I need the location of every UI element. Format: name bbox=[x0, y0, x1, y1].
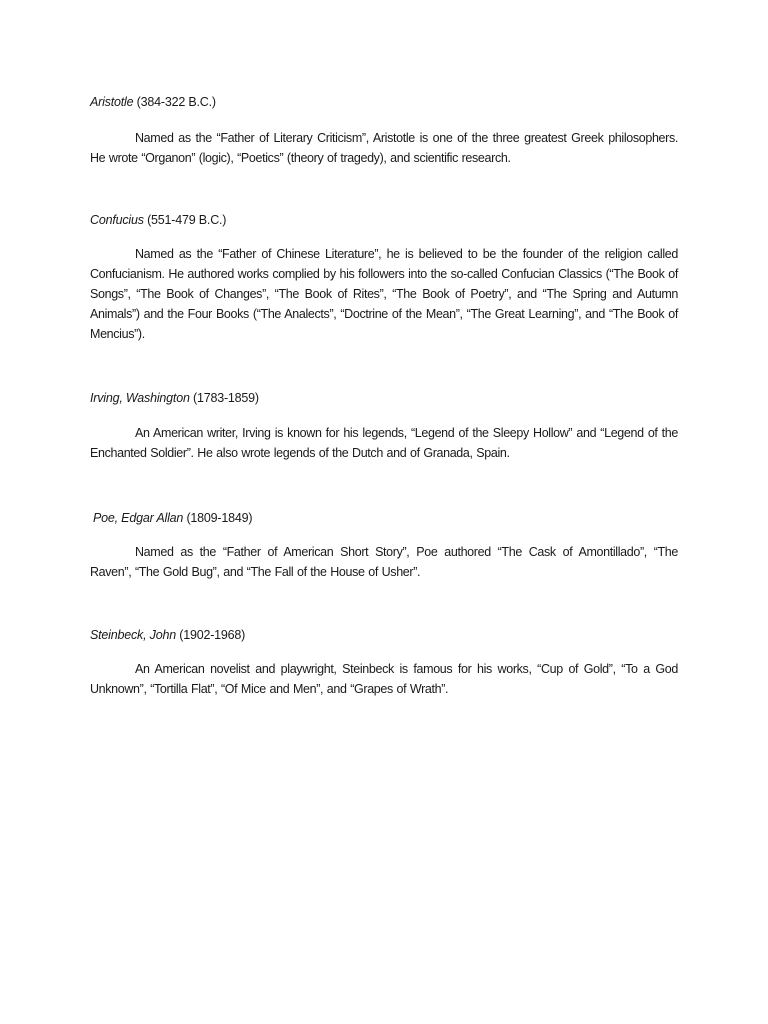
author-dates: (384-322 B.C.) bbox=[136, 95, 216, 109]
author-dates: (1783-1859) bbox=[192, 391, 259, 405]
entry-text: An American novelist and playwright, Steinbeck is famous for his works, “Cup of Gold”, “To a God Unknown”, “Tortilla Flat”, “Of Mice and Men”, and “Grapes of Wrath”. bbox=[90, 662, 678, 696]
author-name: Steinbeck, John bbox=[90, 628, 176, 642]
entry-text: Named as the “Father of American Short Story”, Poe authored “The Cask of Amontillado”, “The Raven”, “The Gold Bug”, and “The Fall of the House of Usher”. bbox=[90, 545, 678, 579]
entry-text: Named as the “Father of Chinese Literature”, he is believed to be the founder of the religion called Confucianism. He authored works complied by his followers into the so-called Confucian Classics (“The Book of Songs”, “The Book of Changes”, “The Book of Rites”, “The Book of Poetry”, and “The Spring and Autumn Animals”) and the Four Books (“The Analects”, “Doctrine of the Mean”, “The Great Learning”, and “The Book of Mencius”). bbox=[90, 247, 678, 341]
entry-irving bbox=[90, 390, 678, 463]
entry-confucius bbox=[90, 212, 678, 344]
entry-heading bbox=[90, 94, 678, 110]
author-dates: (1809-1849) bbox=[186, 511, 253, 525]
entry-heading bbox=[90, 510, 678, 526]
author-name: Confucius bbox=[90, 213, 144, 227]
entry-text: An American writer, Irving is known for his legends, “Legend of the Sleepy Hollow” and “Legend of the Enchanted Soldier”. He also wrote legends of the Dutch and of Granada, Spain. bbox=[90, 426, 678, 460]
entry-aristotle bbox=[90, 94, 678, 168]
entry-poe bbox=[90, 510, 678, 582]
author-name: Irving, Washington bbox=[90, 391, 190, 405]
author-dates: (1902-1968) bbox=[179, 628, 246, 642]
entry-steinbeck bbox=[90, 627, 678, 699]
author-name: Poe, Edgar Allan bbox=[93, 511, 184, 525]
author-dates: (551-479 B.C.) bbox=[147, 213, 227, 227]
entry-heading bbox=[90, 627, 678, 643]
author-name: Aristotle bbox=[90, 95, 134, 109]
entry-text: Named as the “Father of Literary Criticism”, Aristotle is one of the three greatest Greek philosophers. He wrote “Organon” (logic), “Poetics” (theory of tragedy), and scientific research. bbox=[90, 131, 678, 165]
entry-heading bbox=[90, 390, 678, 406]
entry-heading bbox=[90, 212, 678, 228]
